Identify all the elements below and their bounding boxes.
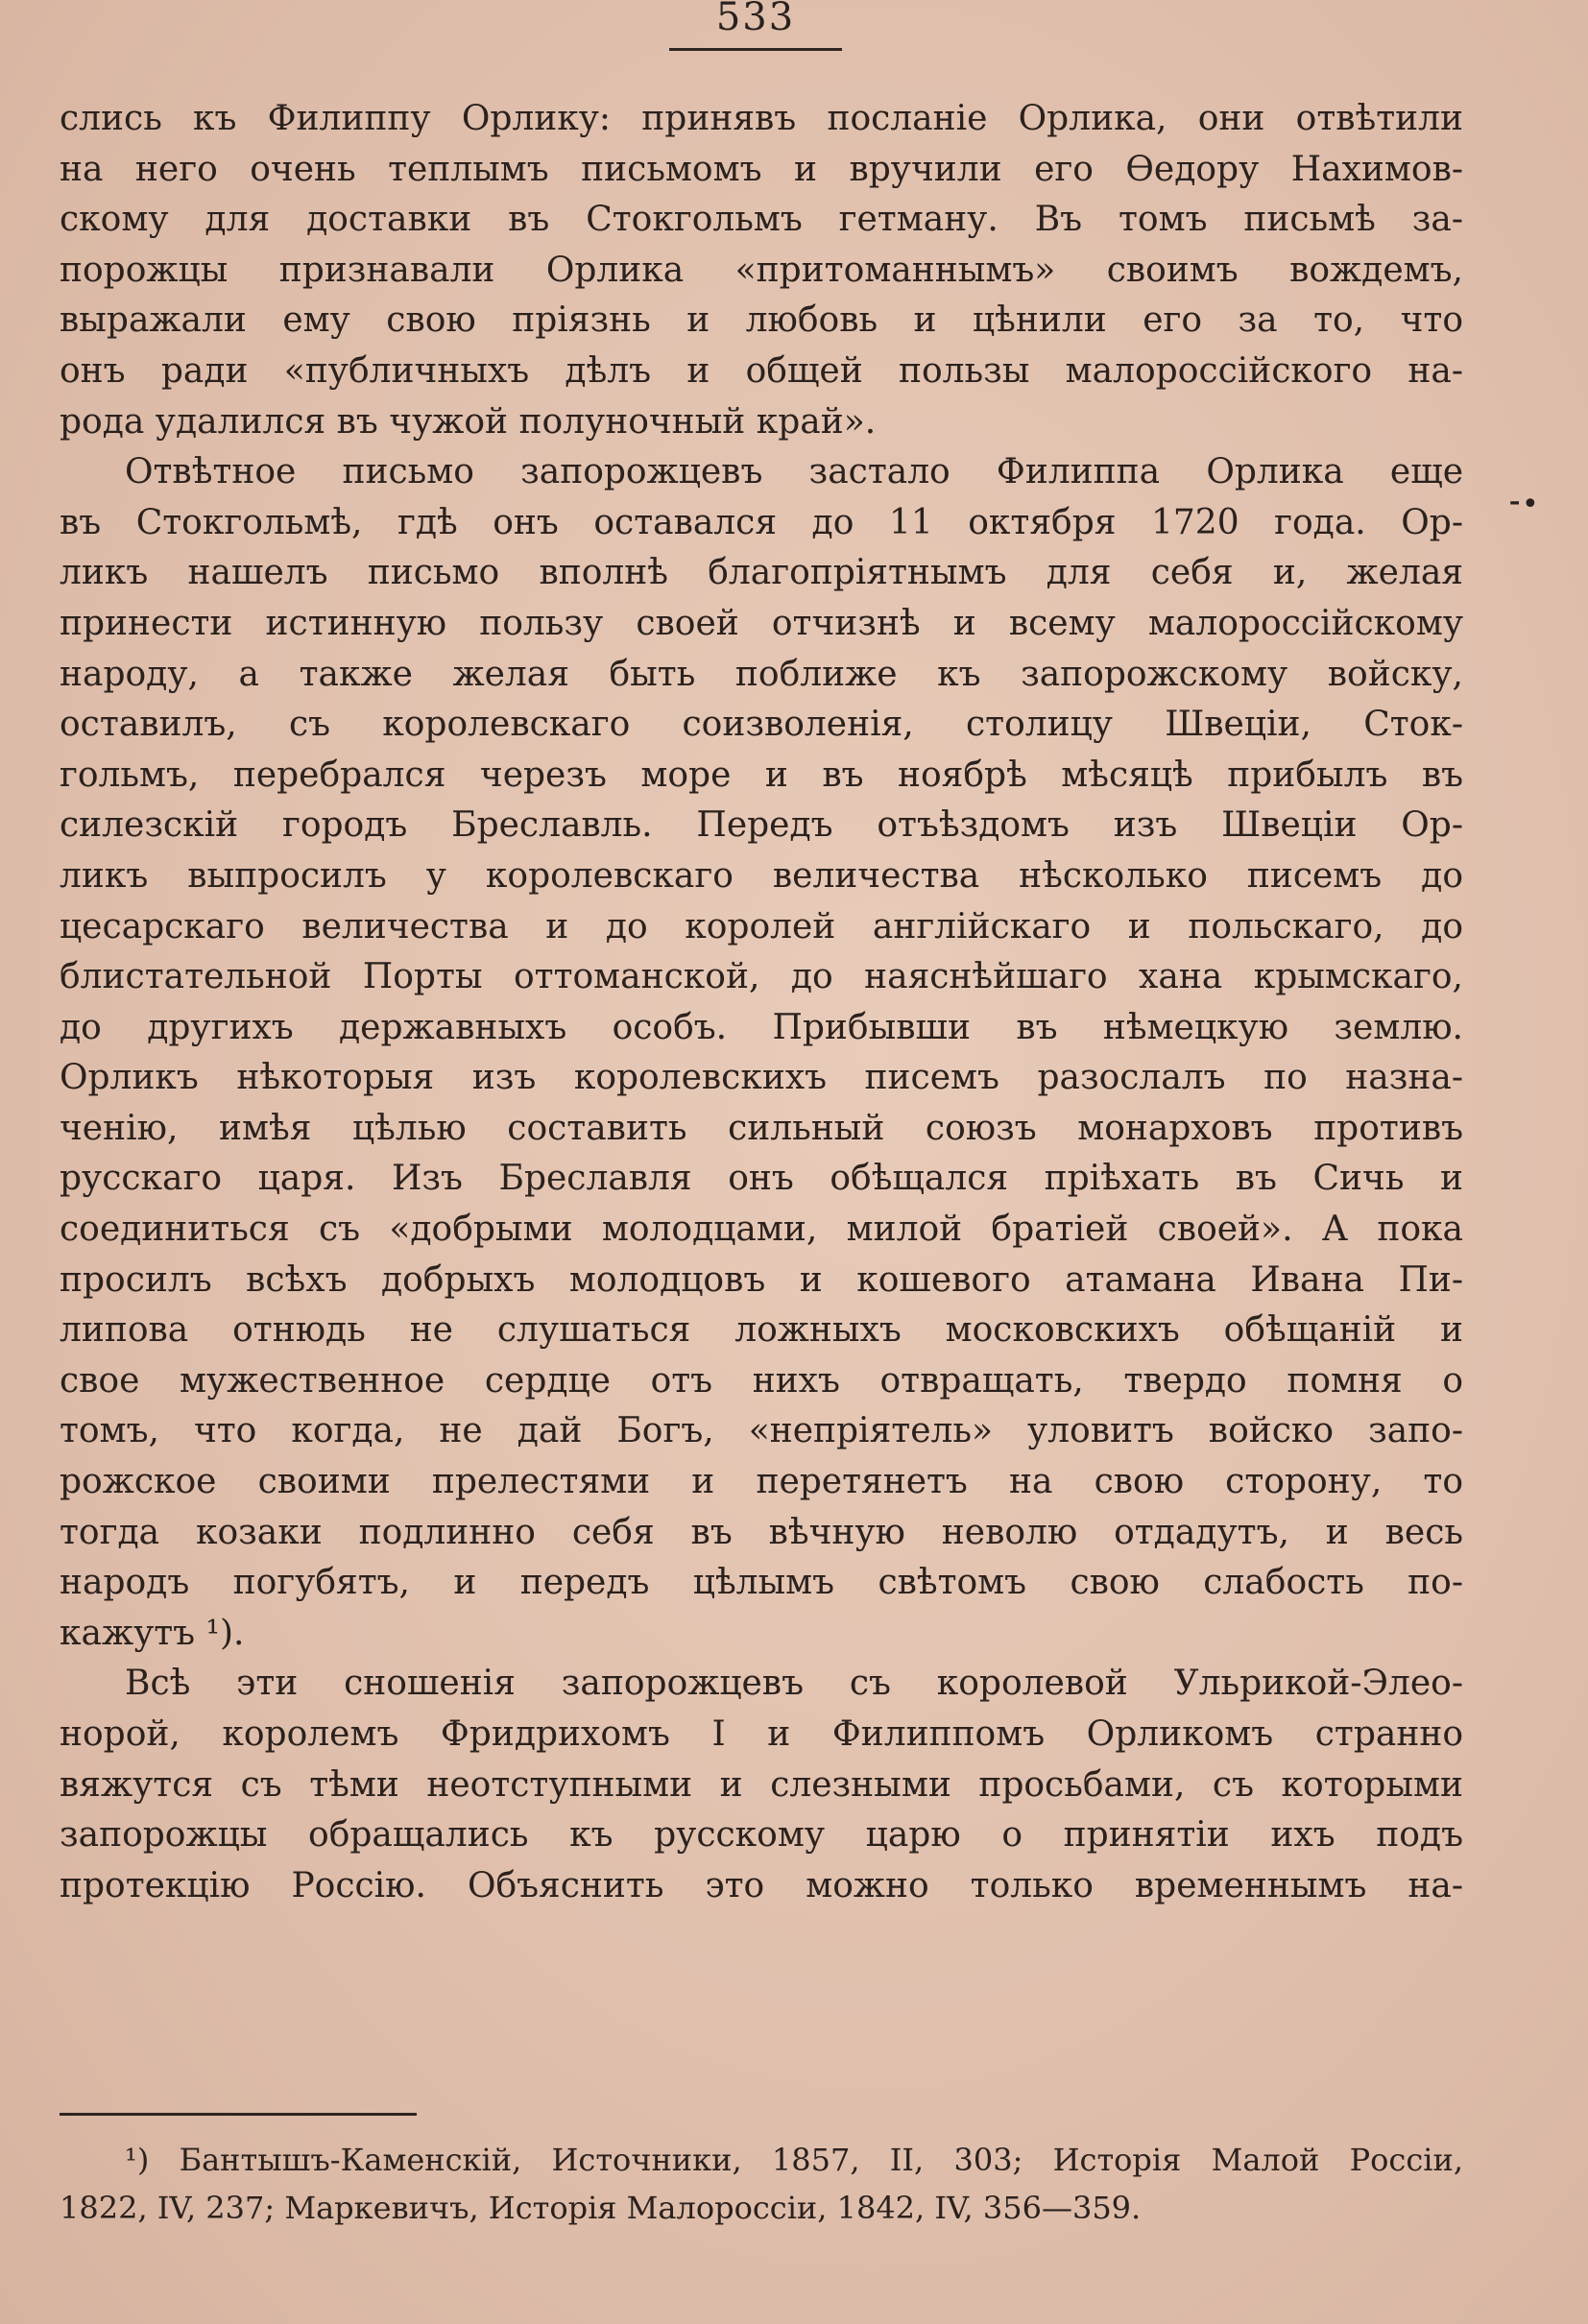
margin-mark: ⁃•: [1507, 488, 1539, 521]
text-line: на него очень теплымъ письмомъ и вручили его Ѳедору Нахимов-: [60, 149, 1463, 189]
text-line: народъ погубятъ, и передъ цѣлымъ свѣтомъ свою слабость по-: [60, 1563, 1463, 1603]
body-text: [60, 94, 1463, 1911]
text-line: выражали ему свою пріязнь и любовь и цѣнили его за то, что: [60, 300, 1463, 341]
page-number: 533: [715, 0, 796, 39]
text-line: протекцію Россію. Объяснить это можно только временнымъ на-: [60, 1865, 1463, 1905]
text-line: онъ ради «публичныхъ дѣлъ и общей пользы малороссійского на-: [60, 350, 1463, 391]
text-line: рожское своими прелестями и перетянетъ на свою сторону, то: [60, 1462, 1463, 1502]
text-line: ликъ выпросилъ у королевскаго величества нѣсколько писемъ до: [60, 855, 1463, 896]
text-line: до другихъ державныхъ особъ. Прибывши въ нѣмецкую землю.: [60, 1007, 1463, 1047]
text-line: тогда козаки подлинно себя въ вѣчную неволю отдадутъ, и весь: [60, 1512, 1463, 1552]
text-line: свое мужественное сердце отъ нихъ отвращать, твердо помня о: [60, 1360, 1463, 1401]
footnote-rule: [60, 2113, 417, 2116]
text-line: запорожцы обращались къ русскому царю о принятіи ихъ подъ: [60, 1815, 1463, 1856]
text-line: рода удалился въ чужой полуночный край».: [60, 401, 877, 442]
text-line: скому для доставки въ Стокгольмъ гетману. Въ томъ письмѣ за-: [60, 200, 1463, 240]
text-line: въ Стокгольмѣ, гдѣ онъ оставался до 11 октября 1720 года. Ор-: [60, 502, 1463, 542]
text-line: норой, королемъ Фридрихомъ I и Филиппомъ Орликомъ странно: [60, 1714, 1463, 1754]
text-line: ченію, имѣя цѣлью составить сильный союзъ монарховъ противъ: [60, 1108, 1463, 1148]
footnote-line: 1822, IV, 237; Маркевичъ, Исторія Малороссіи, 1842, IV, 356—359.: [60, 2190, 1142, 2226]
footnote-line: ¹) Бантышъ-Каменскій, Источники, 1857, II, 303; Исторія Малой Россіи,: [125, 2142, 1463, 2178]
text-line: Всѣ эти сношенія запорожцевъ съ королевой Ульрикой-Элео-: [125, 1664, 1463, 1704]
text-line: липова отнюдь не слушаться ложныхъ московскихъ обѣщаній и: [60, 1310, 1463, 1351]
footnotes: [60, 2136, 1463, 2232]
text-line: блистательной Порты оттоманской, до наяснѣйшаго хана крымскаго,: [60, 957, 1463, 997]
text-line: ликъ нашелъ письмо вполнѣ благопріятнымъ для себя и, желая: [60, 553, 1463, 593]
text-line: слись къ Филиппу Орлику: принявъ посланіе Орлика, они отвѣтили: [60, 99, 1463, 138]
text-line: вяжутся съ тѣми неотступными и слезными просьбами, съ которыми: [60, 1764, 1463, 1805]
text-line: кажутъ ¹).: [60, 1613, 245, 1653]
text-line: гольмъ, перебрался черезъ море и въ ноябрѣ мѣсяцѣ прибылъ въ: [60, 755, 1463, 795]
page-number-rule: [669, 48, 842, 51]
text-line: Отвѣтное письмо запорожцевъ застало Филиппа Орлика еще: [125, 452, 1463, 492]
text-line: русскаго царя. Изъ Бреславля онъ обѣщался пріѣхать въ Сичь и: [60, 1159, 1463, 1199]
text-line: соединиться съ «добрыми молодцами, милой братіей своей». А пока: [60, 1210, 1463, 1250]
text-line: силезскій городъ Бреславль. Передъ отъѣздомъ изъ Швеціи Ор-: [60, 805, 1463, 846]
text-line: народу, а также желая быть поближе къ запорожскому войску,: [60, 654, 1463, 694]
text-line: оставилъ, съ королевскаго соизволенія, столицу Швеціи, Сток-: [60, 705, 1463, 745]
text-line: цесарскаго величества и до королей англійскаго и польскаго, до: [60, 906, 1463, 946]
text-line: томъ, что когда, не дай Богъ, «непріятель» уловитъ войско запо-: [60, 1411, 1463, 1451]
text-line: принести истинную пользу своей отчизнѣ и всему малороссійскому: [60, 603, 1463, 643]
text-line: просилъ всѣхъ добрыхъ молодцовъ и кошевого атамана Ивана Пи-: [60, 1259, 1463, 1300]
text-line: Орликъ нѣкоторыя изъ королевскихъ писемъ разослалъ по назна-: [60, 1058, 1463, 1098]
text-line: порожцы признавали Орлика «притоманнымъ» своимъ вождемъ,: [60, 250, 1463, 290]
